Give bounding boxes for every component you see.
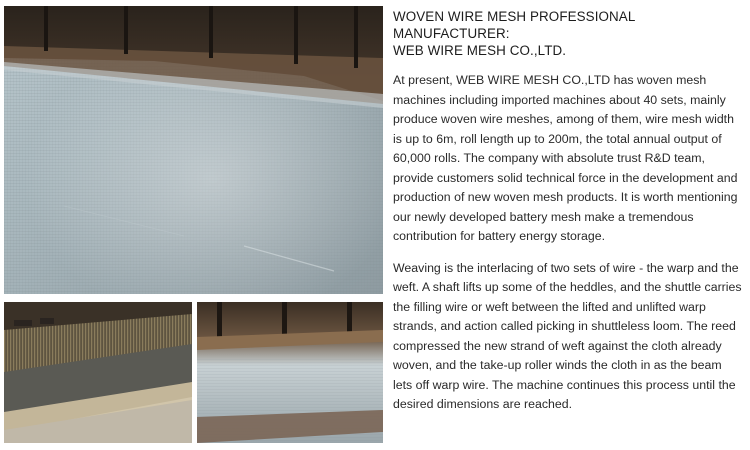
page-title <box>393 8 743 59</box>
title-line-1: WOVEN WIRE MESH PROFESSIONAL MANUFACTURER: <box>393 9 635 41</box>
intro-paragraph: At present, WEB WIRE MESH CO.,LTD has woven mesh machines including imported machines about 40 sets, mainly produce woven wire meshes, among of them, wire mesh width is up to 6m, roll length up to 200m, the total annual output of 60,000 rolls. The company with absolute trust R&D team, provide customers solid technical force in the development and production of new woven mesh products. It is worth mentioning our newly developed battery mesh make a tremendous contribution for battery energy storage. <box>393 73 738 243</box>
text-column <box>393 8 743 415</box>
title-line-2: WEB WIRE MESH CO.,LTD. <box>393 43 567 58</box>
mesh-roll-photo <box>197 302 383 443</box>
woven-mesh-on-loom-photo <box>4 6 383 294</box>
weaving-paragraph: Weaving is the interlacing of two sets of wire - the warp and the weft. A shaft lifts up some of the heddles, and the shuttle carries the filling wire or weft between the lifted and unlifted warp strands, and action called picking in shuttleless loom. The reed compressed the new strand of weft against the cloth already woven, and the take-up roller winds the cloth in as the beam lets off warp wire. The machine continues this process until the desired dimensions are reached. <box>393 260 742 411</box>
loom-heddles-photo <box>4 302 192 443</box>
